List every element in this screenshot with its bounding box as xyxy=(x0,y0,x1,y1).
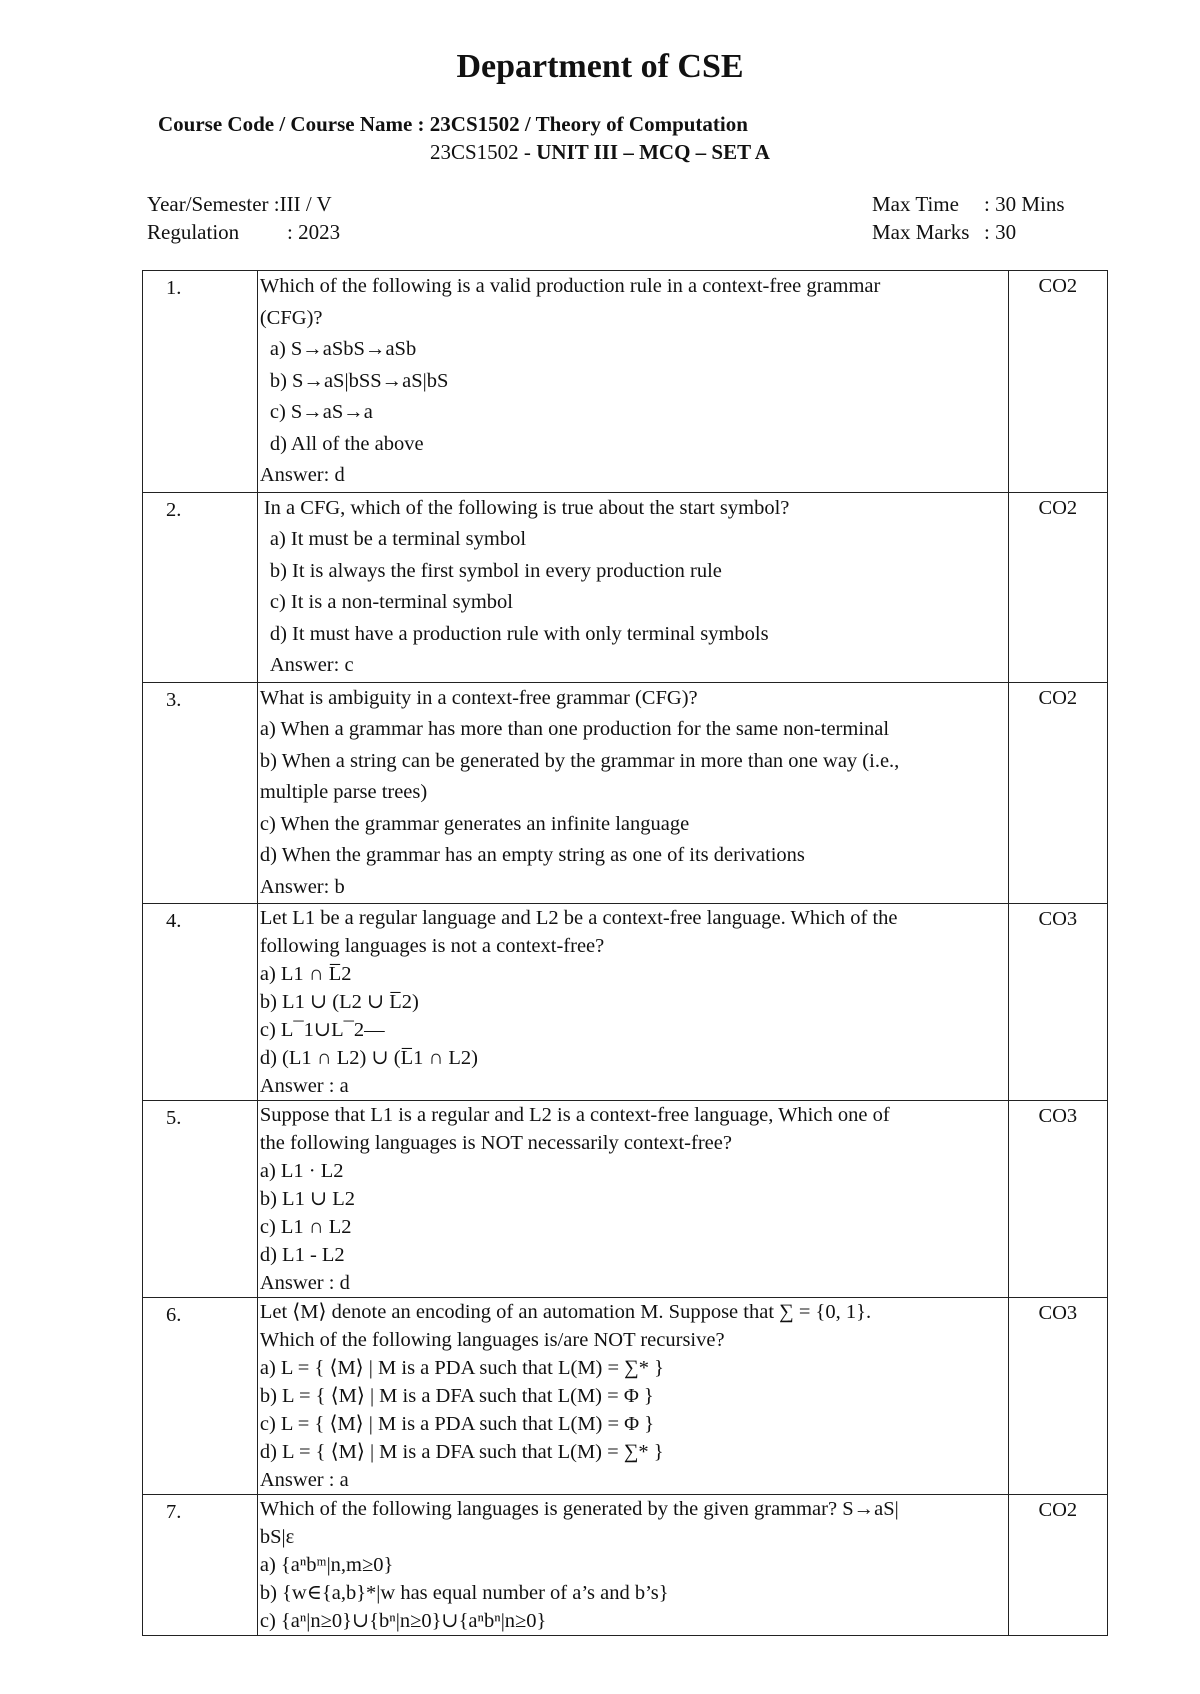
question-text: What is ambiguity in a context-free grammar (CFG)? xyxy=(259,686,698,709)
course-line xyxy=(158,112,748,137)
question-number: 4. xyxy=(143,904,258,1101)
max-marks-value: : 30 xyxy=(984,220,1017,244)
question-row xyxy=(143,1495,1108,1636)
option-line: b) L1 ∪ (L2 ∪ L̅2) xyxy=(259,991,419,1013)
option-line: a) {aⁿbᵐ|n,m≥0} xyxy=(259,1554,394,1576)
option-line: b) {w∈{a,b}*|w has equal number of a’s and b’s} xyxy=(259,1582,669,1604)
question-text: multiple parse trees) xyxy=(259,781,428,803)
option-line: c) It is a non-terminal symbol xyxy=(269,591,513,613)
mcq-table xyxy=(142,270,1108,1636)
option-line: a) L1 · L2 xyxy=(259,1160,344,1182)
question-body xyxy=(257,492,1008,682)
max-time-row xyxy=(872,190,1065,218)
answer-line: Answer: c xyxy=(269,654,354,676)
regulation-value: : 2023 xyxy=(287,220,341,244)
option-line: d) When the grammar has an empty string as one of its derivations xyxy=(259,844,805,866)
option-line: b) L = { ⟨M⟩ | M is a DFA such that L(M) = Φ } xyxy=(259,1385,654,1407)
option-line: b) It is always the first symbol in every production rule xyxy=(269,559,722,582)
question-body xyxy=(257,1495,1008,1636)
max-time-value: : 30 Mins xyxy=(984,192,1065,216)
question-number: 3. xyxy=(143,682,258,904)
question-text: bS|ε xyxy=(259,1526,295,1548)
question-number: 7. xyxy=(143,1495,258,1636)
question-text: (CFG)? xyxy=(259,306,323,329)
year-semester-value: III / V xyxy=(279,192,332,216)
answer-line: Answer : a xyxy=(259,1469,349,1491)
question-row xyxy=(143,1298,1108,1495)
course-outcome: CO3 xyxy=(1008,1298,1107,1495)
question-row xyxy=(143,271,1108,493)
course-outcome: CO2 xyxy=(1008,682,1107,904)
option-line: c) {aⁿ|n≥0}∪{bⁿ|n≥0}∪{aⁿbⁿ|n≥0} xyxy=(259,1610,547,1632)
unit-line xyxy=(0,140,1200,165)
question-text: Let ⟨M⟩ denote an encoding of an automation M. Suppose that ∑ = {0, 1}. xyxy=(259,1301,872,1323)
meta-right xyxy=(872,190,1065,246)
question-body xyxy=(257,1298,1008,1495)
question-text: Suppose that L1 is a regular and L2 is a context-free language, Which one of xyxy=(259,1104,890,1126)
course-outcome: CO3 xyxy=(1008,1101,1107,1298)
max-marks-label: Max Marks xyxy=(872,220,970,244)
option-line: c) S→aS→a xyxy=(269,401,373,423)
question-row xyxy=(143,1101,1108,1298)
option-line: a) When a grammar has more than one production for the same non-terminal xyxy=(259,718,890,740)
regulation-row xyxy=(147,218,340,246)
option-line: c) L1 ∩ L2 xyxy=(259,1216,352,1238)
course-name: 23CS1502 / Theory of Computation xyxy=(429,112,748,136)
question-number: 5. xyxy=(143,1101,258,1298)
year-semester-row xyxy=(147,190,340,218)
option-line: a) It must be a terminal symbol xyxy=(269,528,527,550)
max-marks-row xyxy=(872,218,1065,246)
question-row xyxy=(143,682,1108,904)
answer-line: Answer: d xyxy=(259,464,345,486)
question-number: 2. xyxy=(143,492,258,682)
question-text: Let L1 be a regular language and L2 be a context-free language. Which of the xyxy=(259,907,898,929)
question-text: the following languages is NOT necessarily context-free? xyxy=(259,1132,732,1154)
max-time-label: Max Time xyxy=(872,192,959,216)
option-line: a) L1 ∩ L̅2 xyxy=(259,963,352,985)
regulation-label: Regulation xyxy=(147,220,240,244)
meta-left xyxy=(147,190,340,246)
answer-line: Answer: b xyxy=(259,875,345,898)
year-semester-label: Year/Semester : xyxy=(147,192,280,216)
question-number: 6. xyxy=(143,1298,258,1495)
course-outcome: CO2 xyxy=(1008,492,1107,682)
course-outcome: CO3 xyxy=(1008,904,1107,1101)
answer-line: Answer : a xyxy=(259,1075,349,1097)
option-line: d) L = { ⟨M⟩ | M is a DFA such that L(M) = ∑* } xyxy=(259,1441,664,1463)
question-text: Which of the following languages is generated by the given grammar? S→aS| xyxy=(259,1498,899,1520)
question-text: In a CFG, which of the following is true about the start symbol? xyxy=(263,496,790,519)
question-body xyxy=(257,271,1008,493)
question-body xyxy=(257,1101,1008,1298)
question-row xyxy=(143,492,1108,682)
course-label: Course Code / Course Name : xyxy=(158,112,430,136)
question-number: 1. xyxy=(143,271,258,493)
question-text: Which of the following languages is/are NOT recursive? xyxy=(259,1329,725,1351)
question-row xyxy=(143,904,1108,1101)
question-text: Which of the following is a valid production rule in a context-free grammar xyxy=(259,275,881,297)
course-outcome: CO2 xyxy=(1008,271,1107,493)
question-body xyxy=(257,682,1008,904)
option-line: a) L = { ⟨M⟩ | M is a PDA such that L(M) = ∑* } xyxy=(259,1357,665,1379)
option-line: b) When a string can be generated by the grammar in more than one way (i.e., xyxy=(259,749,900,772)
option-line: d) All of the above xyxy=(269,432,424,455)
option-line: d) It must have a production rule with only terminal symbols xyxy=(269,622,769,645)
option-line: b) S→aS|bSS→aS|bS xyxy=(269,369,449,392)
option-line: d) L1 - L2 xyxy=(259,1244,345,1266)
page-title: Department of CSE xyxy=(456,48,744,85)
option-line: c) When the grammar generates an infinite language xyxy=(259,812,690,835)
question-text: following languages is not a context-free? xyxy=(259,935,605,957)
unit-set: UNIT III – MCQ – SET A xyxy=(536,140,770,164)
unit-prefix: 23CS1502 - xyxy=(430,140,537,164)
option-line: d) (L1 ∩ L2) ∪ (L̅1 ∩ L2) xyxy=(259,1047,478,1069)
option-line: b) L1 ∪ L2 xyxy=(259,1188,356,1210)
question-body xyxy=(257,904,1008,1101)
option-line: a) S→aSbS→aSb xyxy=(269,338,417,360)
course-outcome: CO2 xyxy=(1008,1495,1107,1636)
answer-line: Answer : d xyxy=(259,1272,350,1294)
option-line: c) L = { ⟨M⟩ | M is a PDA such that L(M) = Φ } xyxy=(259,1413,655,1435)
option-line: c) L¯1∪L¯2— xyxy=(259,1019,385,1041)
